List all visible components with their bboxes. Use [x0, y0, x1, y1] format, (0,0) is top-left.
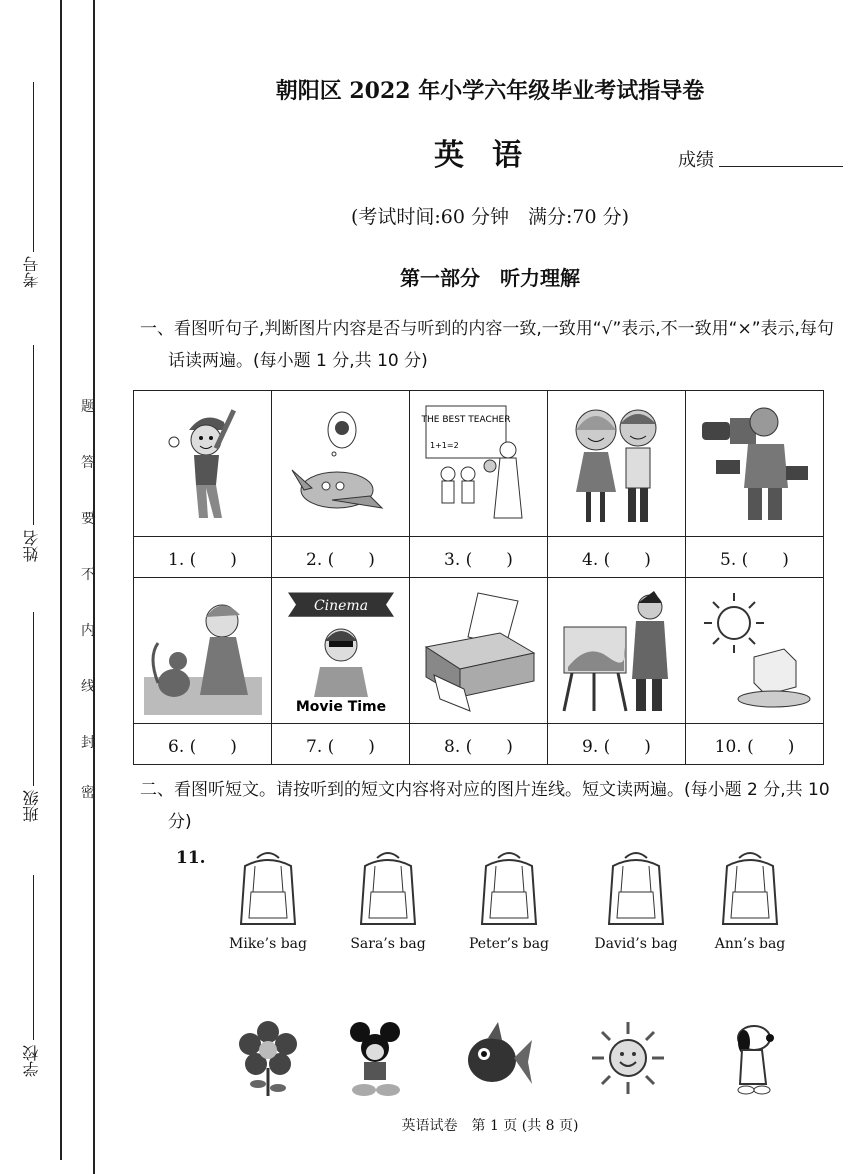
exam-number-label: 考号	[22, 256, 41, 288]
seal-char: 线	[81, 679, 95, 695]
match-item[interactable]	[700, 1018, 800, 1102]
mickey-mouse-icon	[338, 1018, 414, 1098]
answer-cell[interactable]: 6. ( )	[134, 724, 272, 765]
match-item[interactable]	[326, 1018, 426, 1102]
backpack-icon	[474, 848, 544, 930]
answer-cell[interactable]: 1. ( )	[134, 537, 272, 578]
class-blank[interactable]	[33, 612, 34, 786]
answer-cell[interactable]: 3. ( )	[410, 537, 548, 578]
picture-cell	[686, 578, 824, 724]
girl-cat-icon	[144, 587, 262, 715]
picture-cell	[410, 391, 548, 537]
printer-icon	[420, 587, 538, 715]
school-blank[interactable]	[33, 875, 34, 1040]
picture-cell	[548, 578, 686, 724]
picture-cell	[272, 578, 410, 724]
subject-title: 英语	[434, 138, 550, 173]
picture-cell	[410, 578, 548, 724]
flower-icon	[230, 1018, 306, 1098]
goldfish-icon	[458, 1018, 534, 1098]
board-text: THE BEST TEACHER	[421, 414, 510, 425]
sun-icon	[590, 1018, 666, 1098]
airplane-icon	[282, 400, 400, 528]
match-item[interactable]	[578, 1018, 678, 1102]
seal-char: 内	[81, 623, 95, 639]
picture-cell	[272, 391, 410, 537]
class-label: 班级	[22, 790, 41, 822]
bag-item[interactable]	[208, 848, 328, 952]
answer-cell[interactable]: 9. ( )	[548, 724, 686, 765]
part-title: 第一部分 听力理解	[400, 266, 580, 290]
seal-char: 要	[81, 511, 95, 527]
seal-char: 封	[81, 735, 95, 751]
picture-grid	[133, 390, 824, 765]
picture-cell	[134, 391, 272, 537]
section2-instruction: 二、看图听短文。请按听到的短文内容将对应的图片连线。短文读两遍。(每小题 2 分,共 10 分)	[140, 780, 830, 832]
answer-cell[interactable]: 7. ( )	[272, 724, 410, 765]
page-footer: 英语试卷 第 1 页 (共 8 页)	[401, 1118, 579, 1134]
score-label: 成绩	[678, 150, 714, 171]
boy-girl-icon	[558, 400, 676, 528]
section1-instruction: 一、看图听句子,判断图片内容是否与听到的内容一致,一致用“√”表示,不一致用“×”表示,每句话读两遍。(每小题 1 分,共 10 分)	[140, 319, 834, 371]
answer-cell[interactable]: 10. ( )	[686, 724, 824, 765]
picture-cell	[686, 391, 824, 537]
bag-label: Sara’s bag	[350, 936, 426, 952]
score-blank[interactable]	[719, 166, 843, 167]
bag-item[interactable]	[328, 848, 448, 952]
picture-cell	[134, 578, 272, 724]
cinema-icon	[282, 587, 400, 715]
bag-label: David’s bag	[594, 936, 678, 952]
baseball-player-icon	[144, 400, 262, 528]
seal-char: 题	[81, 399, 95, 415]
painter-icon	[558, 587, 676, 715]
bag-label: Peter’s bag	[468, 936, 550, 952]
name-blank[interactable]	[33, 345, 34, 525]
backpack-icon	[601, 848, 671, 930]
picture-cell	[548, 391, 686, 537]
bag-item[interactable]	[576, 848, 696, 952]
answer-cell[interactable]: 5. ( )	[686, 537, 824, 578]
margin-line-outer	[60, 0, 62, 1160]
exam-title: 朝阳区 2022 年小学六年级毕业考试指导卷	[275, 78, 705, 104]
name-label: 姓名	[22, 530, 41, 562]
answer-cell[interactable]: 2. ( )	[272, 537, 410, 578]
movie-time-text: Movie Time	[295, 698, 386, 715]
answer-cell[interactable]: 4. ( )	[548, 537, 686, 578]
match-item[interactable]	[218, 1018, 318, 1102]
backpack-icon	[233, 848, 303, 930]
school-label: 学校	[22, 1045, 41, 1077]
seal-char: 密	[81, 785, 95, 801]
answer-cell[interactable]: 8. ( )	[410, 724, 548, 765]
cinema-sign-text: Cinema	[313, 597, 368, 614]
bag-item[interactable]	[449, 848, 569, 952]
exam-meta: (考试时间:60 分钟 满分:70 分)	[350, 206, 630, 228]
photographer-icon	[696, 400, 814, 528]
board-sum: 1+1=2	[429, 440, 459, 450]
snoopy-dog-icon	[712, 1018, 788, 1098]
backpack-icon	[715, 848, 785, 930]
bag-label: Mike’s bag	[229, 936, 307, 952]
question-number: 11.	[176, 848, 206, 868]
seal-char: 不	[81, 567, 95, 583]
bag-item[interactable]	[690, 848, 810, 952]
bag-label: Ann’s bag	[714, 936, 786, 952]
match-item[interactable]	[446, 1018, 546, 1102]
teacher-students-icon	[420, 400, 538, 528]
seal-char: 答	[81, 455, 95, 471]
backpack-icon	[353, 848, 423, 930]
margin-line-inner	[93, 0, 95, 1174]
sun-ice-icon	[696, 587, 814, 715]
